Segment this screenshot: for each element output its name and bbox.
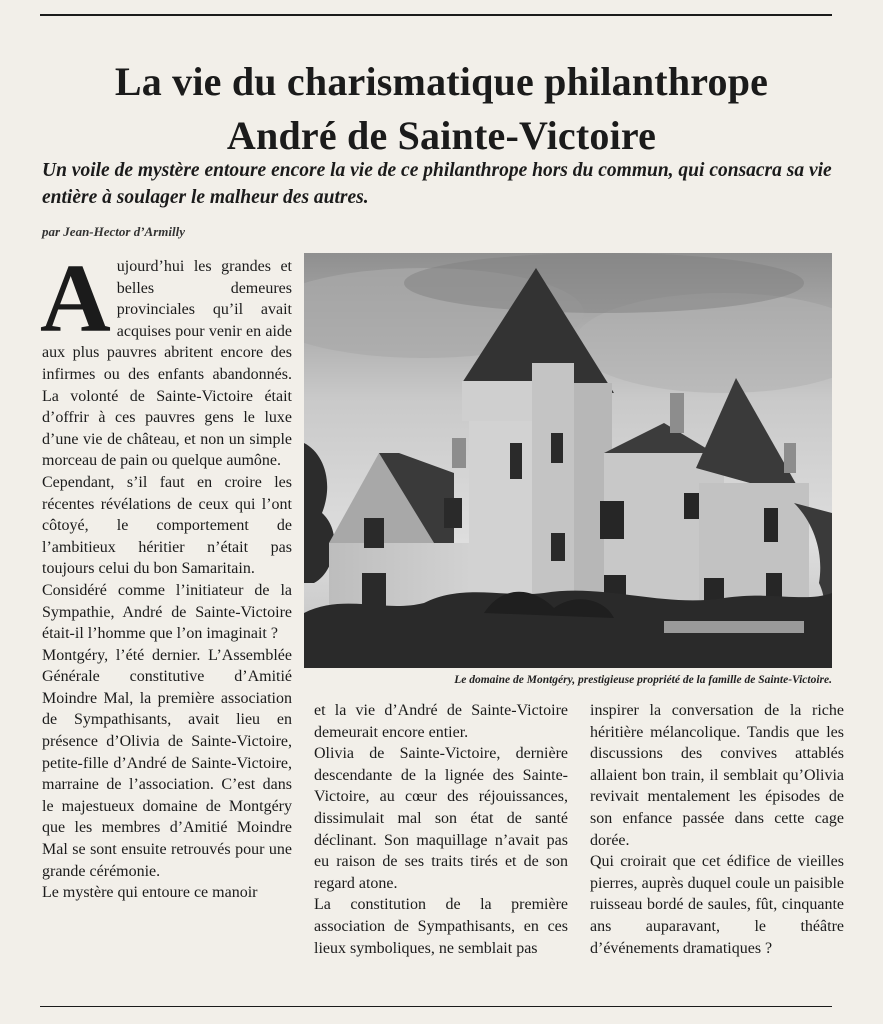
paragraph-9: inspirer la conversation de la riche héritière mélancolique. Tandis que les discussions des convives attablés allaient bon train, il semblait qu’Olivia revivait mentalement les épisodes de son enfance passée dans cette cage dorée. [590, 702, 844, 849]
column-1 [40, 245, 292, 904]
bottom-rule [40, 1006, 832, 1007]
chateau-photo [304, 253, 832, 668]
title-line-2: André de Sainte-Victoire [226, 113, 657, 158]
article-byline: par Jean-Hector d’Armilly [42, 224, 185, 239]
paragraph-2: Cependant, s’il faut en croire les récentes révélations de ceux qui l’ont côtoyé, le comportement de l’ambitieux héritier n’était pas toujours celui du bon Samaritain. [42, 473, 292, 578]
paragraph-10: Qui croirait que cet édifice de vieilles pierres, auprès duquel coule un paisible ruisseau bordé de saules, fût, cinquante ans auparavant, le théâtre d’événements dramatiques ? [590, 853, 844, 957]
column-3 [590, 700, 844, 959]
paragraph-4: Montgéry, l’été dernier. L’Assemblée Générale constitutive d’Amitié Moindre Mal, la première association de Sympathisants, avait lieu en présence d’Olivia de Sainte-Victoire, petite-fille d’André de Sainte-Victoire, marraine de l’association. C’est dans le majestueux domaine de Montgéry que les membres d’Amitié Moindre Mal se sont ensuite retrouvés pour une grande cérémonie. [42, 646, 292, 880]
column-2 [314, 700, 568, 959]
paragraph-1-text: ujourd’hui les grandes et belles demeures provinciales qu’il avait acquises pour venir en aide aux plus pauvres abritent encore des infirmes ou des enfants abandonnés. La volonté de Sainte-Victoire était d’offrir à ces pauvres gens le luxe d’une vie de château, et non un simple morceau de pain ou quelque aumône. [42, 258, 292, 470]
drop-cap: A [40, 245, 111, 353]
paragraph-5: Le mystère qui entoure ce manoir [42, 884, 258, 902]
paragraph-6: et la vie d’André de Sainte-Victoire demeurait encore entier. [314, 702, 568, 741]
paragraph-1 [40, 245, 292, 472]
paragraph-3: Considéré comme l’initiateur de la Sympathie, André de Sainte-Victoire était-il l’homme que l’on imaginait ? [42, 581, 292, 643]
article-standfirst: Un voile de mystère entoure encore la vie de ce philanthrope hors du commun, qui consacra sa vie entière à soulager le malheur des autres. [42, 160, 832, 208]
title-line-1: La vie du charismatique philanthrope [114, 59, 769, 104]
article-title [30, 55, 853, 163]
top-rule [40, 14, 832, 16]
paragraph-7: Olivia de Sainte-Victoire, dernière descendante de la lignée des Sainte-Victoire, au cœur des réjouissances, dissimulait mal son état de santé déclinant. Son maquillage n’avait pas eu raison de ses traits tirés et de son regard atone. [314, 745, 568, 892]
photo-caption: Le domaine de Montgéry, prestigieuse propriété de la famille de Sainte-Victoire. [454, 674, 832, 686]
paragraph-8: La constitution de la première association de Sympathisants, en ces lieux symboliques, ne semblait pas [314, 896, 568, 957]
